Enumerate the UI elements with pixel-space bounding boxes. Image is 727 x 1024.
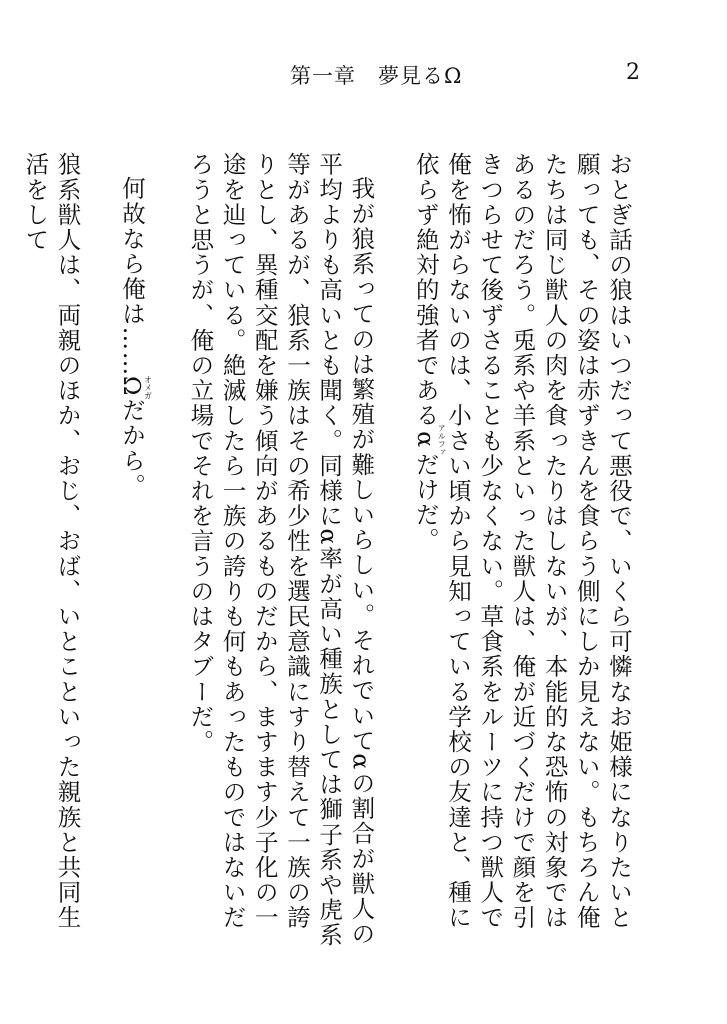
paragraph-2-text-a: 我が狼系ってのは繁殖が難しいらしい。それでいて: [347, 175, 376, 753]
alpha-ruby-reading: アルファ: [437, 424, 447, 457]
vertical-body-text: [21, 152, 635, 952]
paragraph-2: [184, 152, 377, 952]
page-header: [0, 60, 727, 90]
alpha-symbol: α: [315, 528, 344, 546]
paragraph-3-text: 何故なら俺は……: [117, 175, 146, 377]
alpha-symbol: α: [347, 752, 376, 771]
running-title: 第一章 夢見るΩ: [290, 64, 463, 88]
paragraph-3: [116, 152, 152, 952]
paragraph-4-text: 狼系獣人は、両親のほか、おじ、おば、いとこといった親族と共同生活をして: [21, 152, 82, 931]
omega-ruby-reading: オメガ: [143, 374, 153, 399]
omega-ruby: Ωオメガ: [117, 374, 153, 399]
paragraph-1-text: おとぎ話の狼はいつだって悪役で、いくら可憐なお姫様になりたいと願っても、その姿は赤ずきんを食らう側にしか見えない。もちろん俺たちは同じ獣人の肉を食ったりはしないが、本能的な恐怖の対象ではあるのだろう。兎系や羊系といった獣人は、俺が近づくだけで顔を引きつらせて後ずさることも少なくない。草食系をルーツに持つ獣人で俺を怖がらないのは、小さい頃から見知っている学校の友達と、種に依らず絶対的強者である: [411, 152, 633, 931]
paragraph-4: [19, 152, 83, 952]
paragraph-1: [410, 152, 635, 952]
alpha-ruby: αアルファ: [411, 424, 447, 457]
paragraph-1-tail: だけだ。: [411, 452, 440, 553]
paragraph-2-text-b: の割合が獣人の平均よりも高いとも聞く。同様に: [315, 152, 376, 946]
page-number: 2: [626, 60, 640, 85]
blank-line: [84, 152, 116, 952]
paragraph-2-text-c: 率が高い種族としては獅子系や虎系等があるが、狼系一族はその希少性を選民意識にすり替えて一族の誇りとし、異種交配を嫌う傾向があるものだから、ますます少子化の一途を辿っている。絶滅したら一族の誇りも何もあったものではないだろうと思うが、俺の立場でそれを言うのはタブーだ。: [186, 152, 344, 948]
blank-line: [152, 152, 184, 952]
paragraph-3-tail: だから。: [117, 397, 146, 498]
blank-line: [377, 152, 409, 952]
